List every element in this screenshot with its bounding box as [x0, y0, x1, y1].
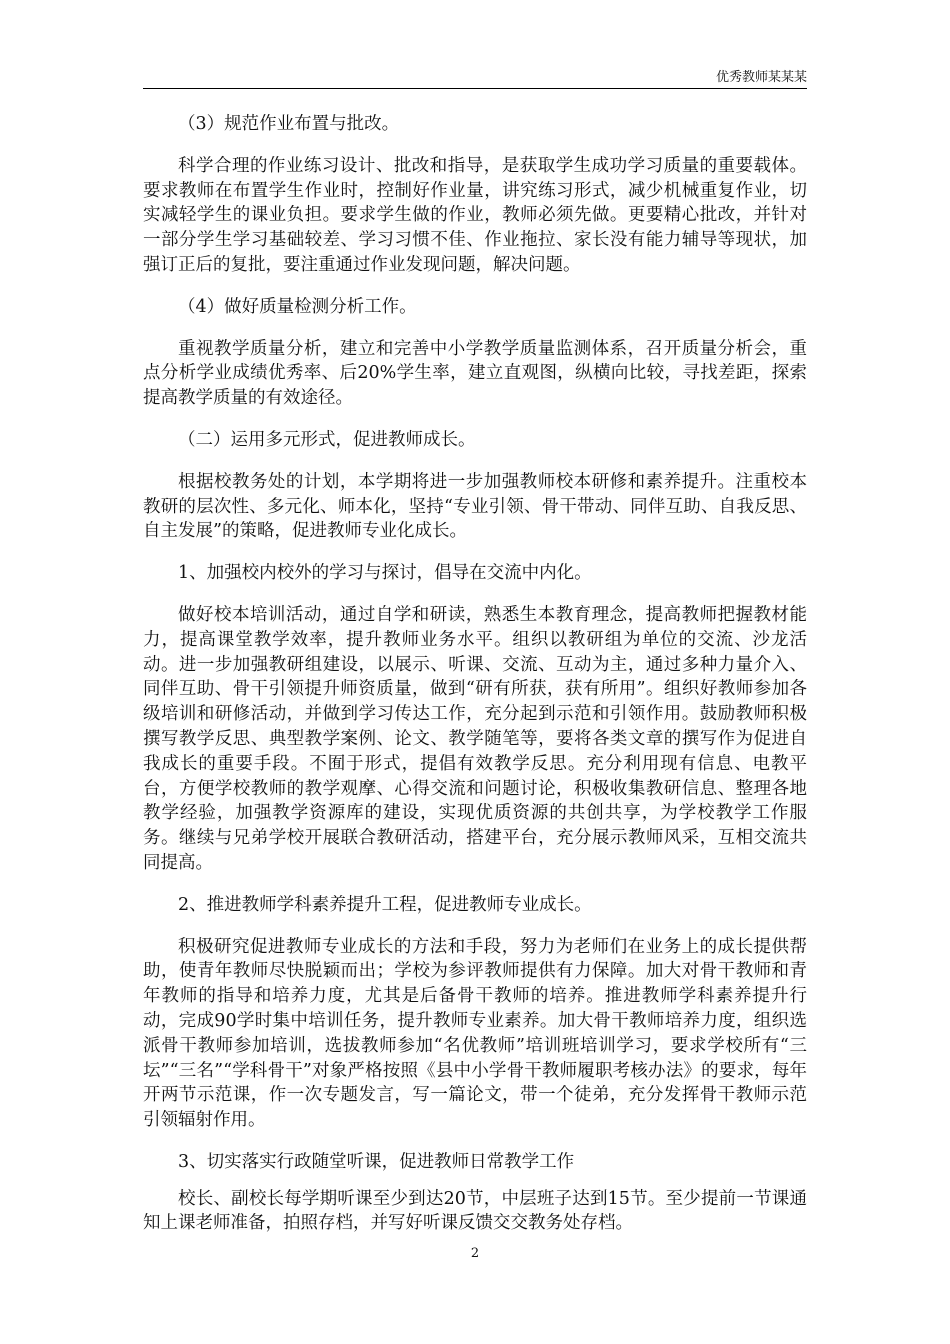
- section-heading: （二）运用多元形式，促进教师成长。: [178, 429, 476, 450]
- body-paragraph: 重视教学质量分析，建立和完善中小学教学质量监测体系，召开质量分析会，重点分析学业成绩优秀率、后20%学生率，建立直观图，纵横向比较，寻找差距，探索提高教学质量的有效途径。: [143, 338, 807, 409]
- body-paragraph: 做好校本培训活动，通过自学和研读，熟悉生本教育理念，提高教师把握教材能力，提高课堂教学效率，提升教师业务水平。组织以教研组为单位的交流、沙龙活动。进一步加强教研组建设，以展示、听课、交流、互动为主，通过多种力量介入、同伴互助、骨干引领提升师资质量，做到“研有所获，获有所用”。组织好教师参加各级培训和研修活动，并做到学习传达工作，充分起到示范和引领作用。鼓励教师积极撰写教学反思、典型教学案例、论文、教学随笔等，要将各类文章的撰写作为促进自我成长的重要手段。不囿于形式，提倡有效教学反思。充分利用现有信息、电教平台，方便学校教师的教学观摩、心得交流和问题讨论，积极收集教研信息、整理各地教学经验，加强教学资源库的建设，实现优质资源的共创共享，为学校教学工作服务。继续与兄弟学校开展联合教研活动，搭建平台，充分展示教师风采，互相交流共同提高。: [143, 604, 807, 873]
- body-paragraph: 根据校教务处的计划，本学期将进一步加强教师校本研修和素养提升。注重校本教研的层次性、多元化、师本化，坚持“专业引领、骨干带动、同伴互助、自我反思、自主发展”的策略，促进教师专业化成长。: [143, 471, 807, 542]
- page-header: [143, 64, 807, 89]
- section-heading: 1、加强校内校外的学习与探讨，倡导在交流中内化。: [178, 563, 592, 584]
- header-author: 优秀教师某某某: [715, 70, 807, 85]
- body-paragraph: 积极研究促进教师专业成长的方法和手段，努力为老师们在业务上的成长提供帮助，使青年教师尽快脱颖而出；学校为参评教师提供有力保障。加大对骨干教师和青年教师的指导和培养力度，尤其是后备骨干教师的培养。推进教师学科素养提升行动，完成90学时集中培训任务，提升教师专业素养。加大骨干教师培养力度，组织选派骨干教师参加培训，选拔教师参加“名优教师”培训班培训学习，要求学校所有“三坛”“三名”“学科骨干”对象严格按照《县中小学骨干教师履职考核办法》的要求，每年开两节示范课，作一次专题发言，写一篇论文，带一个徒弟，充分发挥骨干教师示范引领辐射作用。: [143, 936, 807, 1131]
- section-heading: （3）规范作业布置与批改。: [178, 114, 400, 134]
- section-heading: 2、推进教师学科素养提升工程，促进教师专业成长。: [178, 894, 592, 915]
- section-heading: 3、切实落实行政随堂听课，促进教师日常教学工作: [178, 1151, 575, 1172]
- document-body: [143, 112, 807, 1253]
- page-number: 2: [470, 1246, 480, 1261]
- body-paragraph: 校长、副校长每学期听课至少到达20节，中层班子达到15节。至少提前一节课通知上课老师准备，拍照存档，并写好听课反馈交交教务处存档。: [143, 1188, 807, 1234]
- section-heading: （4）做好质量检测分析工作。: [178, 296, 417, 317]
- body-paragraph: 科学合理的作业练习设计、批改和指导，是获取学生成功学习质量的重要载体。要求教师在布置学生作业时，控制好作业量，讲究练习形式，减少机械重复作业，切实减轻学生的课业负担。要求学生做的作业，教师必须先做。更要精心批改，并针对一部分学生学习基础较差、学习习惯不佳、作业拖拉、家长没有能力辅导等现状，加强订正后的复批，要注重通过作业发现问题，解决问题。: [143, 155, 807, 275]
